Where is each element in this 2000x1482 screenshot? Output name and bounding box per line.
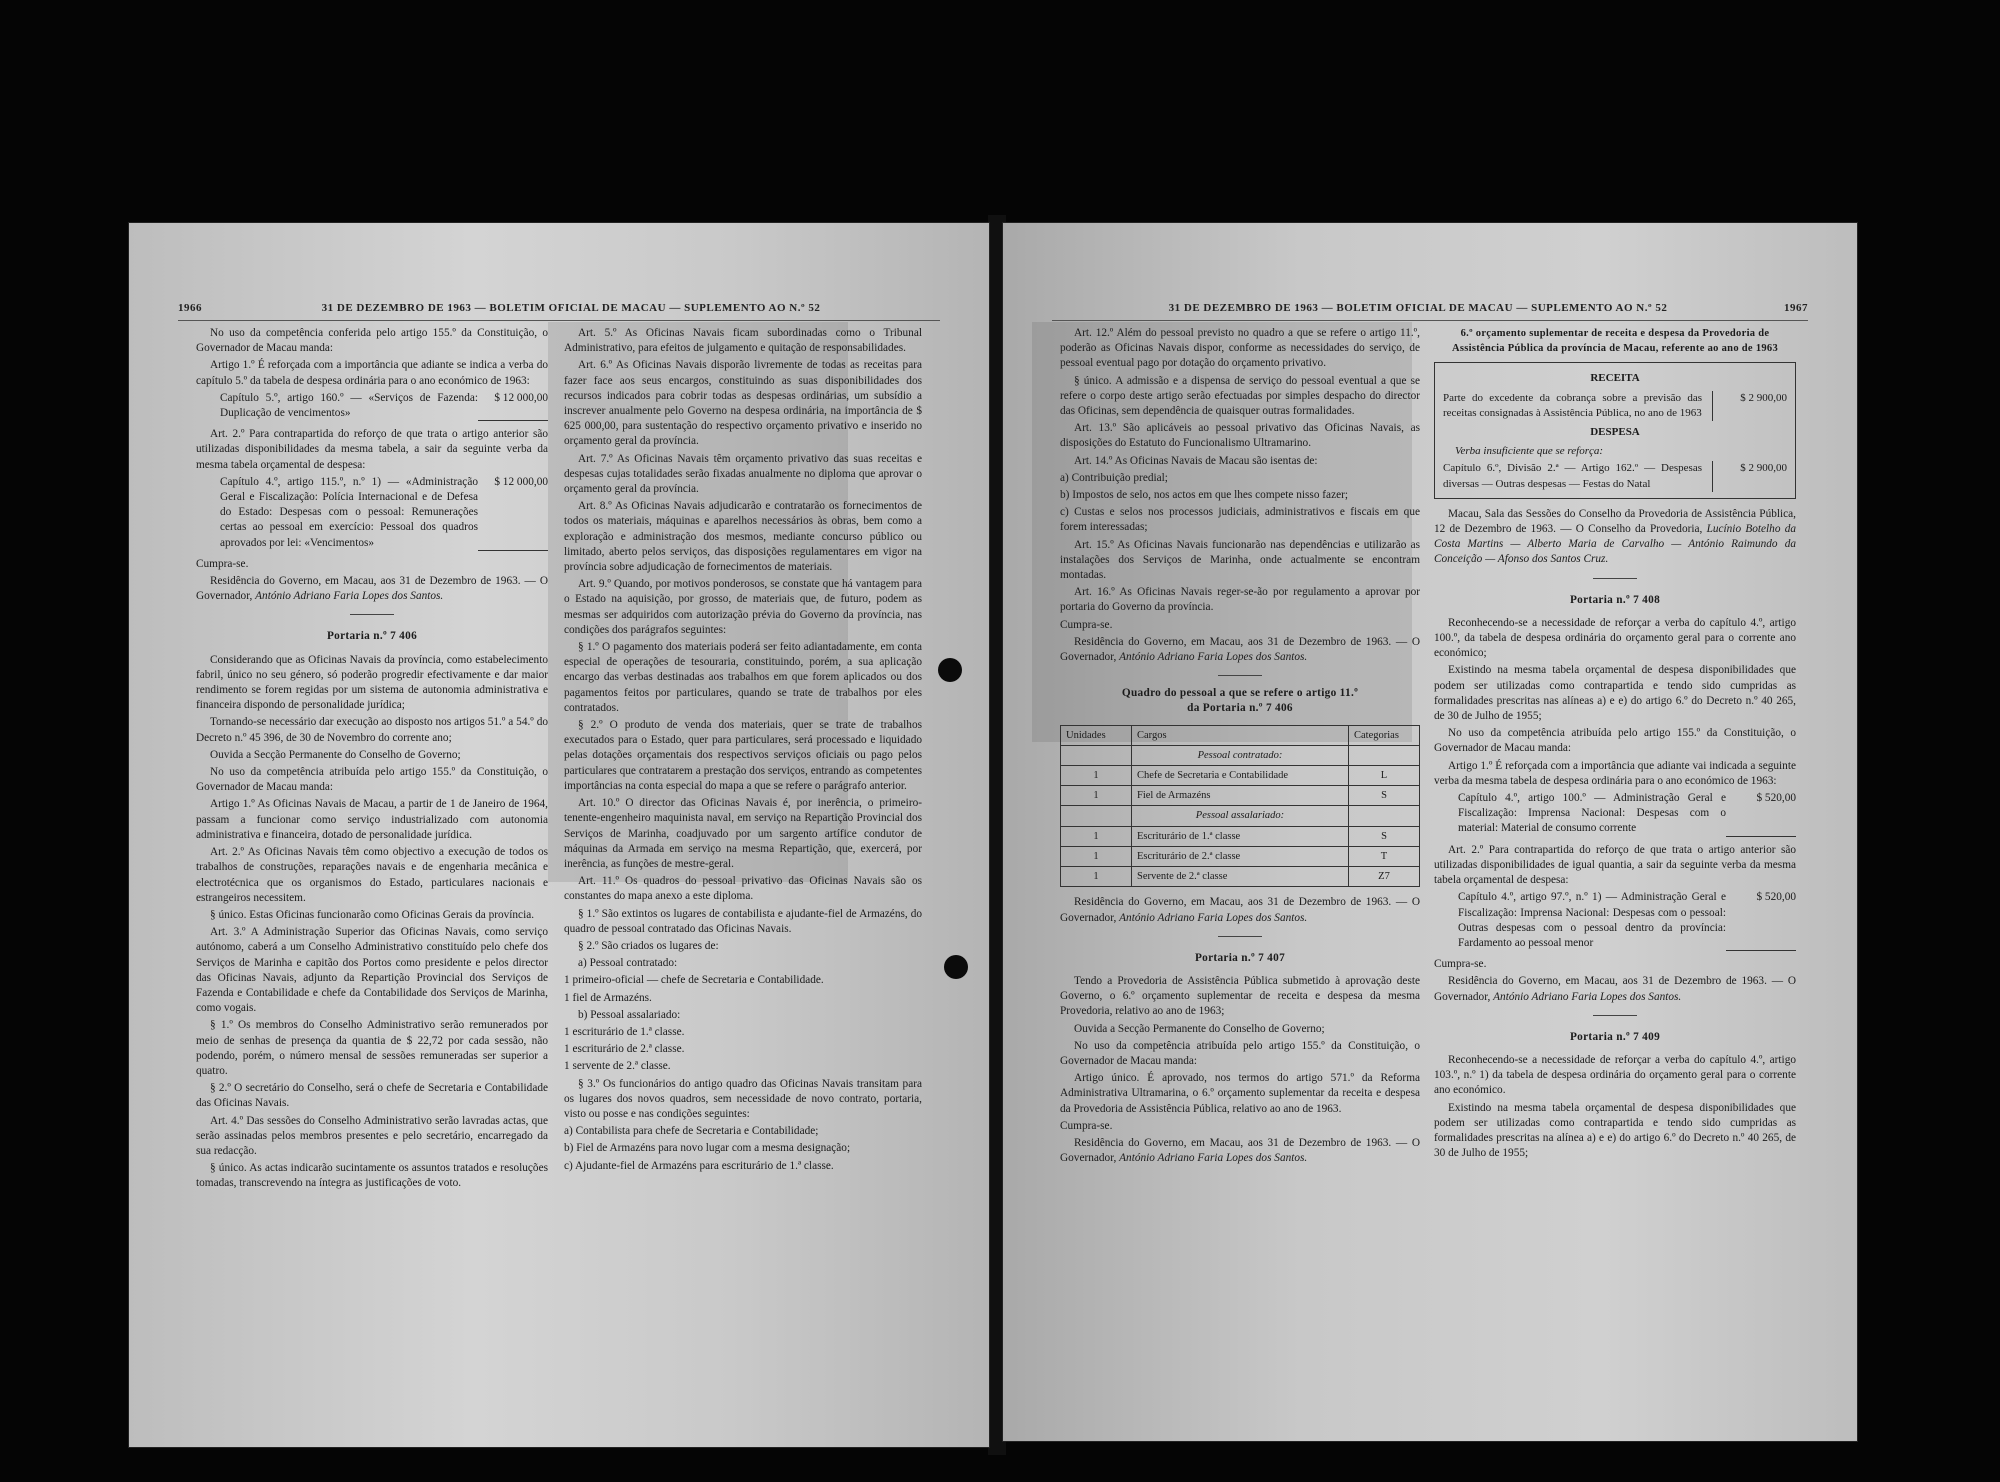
portaria-title: Portaria n.º 7 406 — [326, 630, 418, 643]
paragraph: No uso da competência atribuída pelo artigo 155.º da Constituição, o Governador de Macau manda: — [1434, 727, 1796, 755]
staff-table — [1060, 725, 1420, 888]
article: § 1.º São extintos os lugares de contabilista e ajudante-fiel de Armazéns, do quadro de pessoal contratado das Oficinas Navais. — [564, 907, 922, 935]
article: Art. 16.º As Oficinas Navais reger-se-ão por regulamento a aprovar por portaria do Governo da província. — [1060, 586, 1420, 614]
budget-line-label: Capítulo 4.º, artigo 115.º, n.º 1) — «Administração Geral e Fiscalização: Polícia Internacional e de Defesa do Estado: Despesas com o pessoal: Remunerações certas ao pessoal em exercício: Pessoal dos quadros aprovados por lei: «Vencimentos» — [220, 475, 478, 549]
paragraph: Art. 2.º Para contrapartida do reforço de que trata o artigo anterior são utilizadas disponibilidades da mesma tabela, a sair da seguinte verba da mesma tabela orçamental de despesa: — [196, 428, 548, 471]
signature-block: Residência do Governo, em Macau, aos 31 de Dezembro de 1963. — O Governador, António Adriano Faria Lopes dos Santos. — [1434, 975, 1796, 1003]
paragraph: Existindo na mesma tabela orçamental de despesa disponibilidades que podem ser utilizadas como contrapartida e tendo sido cumpridas as formalidades prescritas nas alíneas a) e e) do artigo 6.º do Decreto n.º 40 265, de 30 de Julho de 1955; — [1434, 664, 1796, 723]
signature: António Adriano Faria Lopes dos Santos. — [255, 590, 444, 603]
portaria-title: Portaria n.º 7 409 — [1569, 1030, 1661, 1043]
divider — [1218, 936, 1262, 937]
list-item: c) Custas e selos nos processos judiciais, administrativos e fiscais em que forem interessadas; — [1060, 506, 1420, 534]
paragraph: Existindo na mesma tabela orçamental de despesa disponibilidades que podem ser utilizadas como contrapartida e tendo sido cumpridas as formalidades prescritas na alínea a) e e) do artigo 6.º do Decreto n.º 40 265, de 30 de Julho de 1955; — [1434, 1101, 1796, 1160]
table-group-label: Pessoal assalariado: — [1132, 806, 1349, 826]
page-header — [1052, 302, 1808, 321]
list-item: 1 fiel de Armazéns. — [564, 991, 652, 1004]
list-heading: a) Pessoal contratado: — [578, 957, 678, 970]
article: Art. 12.º Além do pessoal previsto no quadro a que se refere o artigo 11.º, poderão as Oficinas Navais dispor, conforme as necessidades do serviço, de pessoal eventual pago por dotação do orçamento privativo. — [1060, 327, 1420, 370]
right-page — [1002, 222, 1858, 1442]
budget-row: Capítulo 6.º, Divisão 2.ª — Artigo 162.º — Despesas diversas — Outras despesas — Festas do Natal $ 2 900,00 — [1443, 461, 1787, 491]
article: § 2.º O secretário do Conselho, será o chefe de Secretaria e Contabilidade das Oficinas Navais. — [196, 1082, 548, 1110]
cumpra-se: Cumpra-se. — [1060, 618, 1113, 631]
paragraph: Reconhecendo-se a necessidade de reforçar a verba do capítulo 4.º, artigo 100.º, da tabela de despesa ordinária do orçamento geral para o corrente ano económico; — [1434, 616, 1796, 660]
table-header: Categorias — [1349, 725, 1420, 745]
article: Art. 15.º As Oficinas Navais funcionarão nas dependências e utilizarão as instalações dos Serviços de Marinha, onde actualmente se encontram montadas. — [1060, 538, 1420, 582]
table-header: Cargos — [1132, 725, 1349, 745]
list-item: 1 servente de 2.ª classe. — [564, 1060, 671, 1073]
article: § 2.º O produto de venda dos materiais, quer se trate de trabalhos executados para o Estado, quer para particulares, será processado e liquidado pelas dotações orçamentais dos respectivos serviços oficiais ou pago pelos particulares que contratarem a prestação dos serviços, entrando as competentes importâncias na conta especial do mapa a que se refere o parágrafo anterior. — [564, 719, 922, 792]
article: Art. 2.º As Oficinas Navais têm como objectivo a execução de todos os trabalhos de construções, reparações navais e de engenharia mecânica e electrotécnica que os organismos do Estado, particulares nacionais e estrangeiros necessitem. — [196, 846, 548, 904]
table-row: 1 Servente de 2.ª classe Z7 — [1061, 867, 1420, 887]
budget-box — [1434, 362, 1796, 498]
article: Art. 4.º Das sessões do Conselho Administrativo serão lavradas actas, que serão assinadas pelos membros presentes e pelo secretário, encarregado da sua redacção. — [196, 1114, 548, 1157]
signature-block: Macau, Sala das Sessões do Conselho da Provedoria de Assistência Pública, 12 de Dezembro de 1963. — O Conselho da Provedoria, Lucínio Botelho da Costa Martins — Alberto Maria de Carvalho — António Raimundo da Conceição — Afonso dos Santos Cruz. — [1434, 507, 1796, 566]
article: § único. A admissão e a dispensa de serviço do pessoal eventual a que se refere o corpo deste artigo serão efectuadas por simples despacho do director das Oficinas, sem dependência de quaisquer outras formalidades. — [1060, 374, 1420, 418]
article: § único. As actas indicarão sucintamente os assuntos tratados e resoluções tomadas, transcrevendo na íntegra as justificações de voto. — [196, 1162, 548, 1190]
list-item: a) Contabilista para chefe de Secretaria e Contabilidade; — [564, 1125, 819, 1138]
running-title: 31 DE DEZEMBRO DE 1963 — BOLETIM OFICIAL DE MACAU — SUPLEMENTO AO N.º 52 — [1168, 302, 1668, 314]
punch-hole — [938, 658, 962, 682]
receita-heading: RECEITA — [1590, 372, 1640, 385]
article: Art. 2.º Para contrapartida do reforço de que trata o artigo anterior são utilizadas disponibilidades de igual quantia, a sair da seguinte verba da mesma tabela orçamental de despesa: — [1434, 843, 1796, 887]
divider — [1593, 578, 1637, 579]
budget-line-amount: $ 12 000,00 — [478, 391, 548, 421]
paragraph: Considerando que as Oficinas Navais da província, como estabelecimento fabril, único no seu género, só poderão progredir efectivamente e dar maior rendimento se forem regidas por um sistema de autonomia administrativa e financeira dispondo de personalidade jurídica; — [196, 653, 548, 712]
budget-line-amount: $ 520,00 — [1726, 791, 1796, 837]
budget-row: Parte do excedente da cobrança sobre a previsão das receitas consignadas à Assistência Pública, no ano de 1963 $ 2 900,00 — [1443, 391, 1787, 421]
paragraph: Ouvida a Secção Permanente do Conselho de Governo; — [1074, 1022, 1325, 1035]
budget-line — [1458, 890, 1796, 951]
list-item: 1 escriturário de 1.ª classe. — [564, 1025, 685, 1038]
article: Art. 13.º São aplicáveis ao pessoal privativo das Oficinas Navais, as disposições do Estatuto do Funcionalismo Ultramarino. — [1060, 422, 1420, 450]
signature: Lucínio Botelho da Costa Martins — Alberto Maria de Carvalho — António Raimundo da Conceição — Afonso dos Santos Cruz. — [1434, 523, 1796, 566]
right-column-1 — [1060, 326, 1420, 1168]
article: § 2.º São criados os lugares de: — [578, 939, 719, 952]
article: Art. 14.º As Oficinas Navais de Macau são isentas de: — [1074, 454, 1318, 467]
left-column-2 — [564, 326, 922, 1176]
list-item: a) Contribuição predial; — [1060, 471, 1168, 484]
signature: António Adriano Faria Lopes dos Santos. — [1119, 1152, 1308, 1165]
list-item: 1 escriturário de 2.ª classe. — [564, 1043, 685, 1056]
article: Art. 7.º As Oficinas Navais têm orçamento privativo das suas receitas e despesas cujas totalidades serão fixadas anualmente no diploma que aprovar o orçamento geral da província. — [564, 452, 922, 496]
table-row: 1 Escriturário de 2.ª classe T — [1061, 846, 1420, 866]
article: Art. 5.º As Oficinas Navais ficam subordinadas como o Tribunal Administrativo, para efeitos de julgamento e quitação de responsabilidades. — [564, 327, 922, 355]
signature: António Adriano Faria Lopes dos Santos. — [1493, 990, 1682, 1003]
list-item: c) Ajudante-fiel de Armazéns para escriturário de 1.ª classe. — [564, 1159, 834, 1172]
paragraph: Tendo a Provedoria de Assistência Pública submetido à aprovação deste Governo, o 6.º orçamento suplementar de receita e despesa da mesma Provedoria, relativo ao ano de 1963; — [1060, 974, 1420, 1018]
despesa-subheading: Verba insuficiente que se reforça: — [1455, 445, 1604, 458]
signature-block: Residência do Governo, em Macau, aos 31 de Dezembro de 1963. — O Governador, António Adriano Faria Lopes dos Santos. — [1060, 635, 1420, 664]
right-column-2 — [1434, 326, 1796, 1163]
budget-amount: $ 2 900,00 — [1712, 461, 1787, 491]
left-column-1 — [196, 326, 548, 1194]
divider — [1593, 1015, 1637, 1016]
budget-title: 6.º orçamento suplementar de receita e despesa da Provedoria de Assistência Pública da província de Macau, referente ao ano de 1963 — [1451, 328, 1779, 355]
paragraph: Ouvida a Secção Permanente do Conselho de Governo; — [210, 748, 461, 761]
despesa-heading: DESPESA — [1590, 426, 1640, 439]
budget-line — [1458, 791, 1796, 837]
paragraph: Artigo 1.º É reforçada com a importância que adiante se indica a verba do capítulo 5.º da tabela de despesa ordinária para o ano económico de 1963: — [196, 359, 548, 387]
table-group-label: Pessoal contratado: — [1132, 745, 1349, 765]
budget-line — [220, 475, 548, 551]
cumpra-se: Cumpra-se. — [1434, 958, 1487, 971]
table-row: 1 Chefe de Secretaria e Contabilidade L — [1061, 766, 1420, 786]
article: Art. 8.º As Oficinas Navais adjudicarão e contratarão os fornecimentos de todos os materiais, máquinas e aparelhos necessários às obras, bem como a exploração e administração dos mesmos, mediante concurso público ou limitado, aberto pelos serviços, das disposições regulamentares em vigor na província sobre adjudicação de fornecimentos de materiais. — [564, 500, 922, 574]
article: Artigo 1.º As Oficinas Navais de Macau, a partir de 1 de Janeiro de 1964, passam a funcionar como serviço industrializado com autonomia administrativa e financeira, dotado de personalidade jurídica. — [196, 798, 548, 841]
table-subtitle: da Portaria n.º 7 406 — [1187, 702, 1293, 715]
budget-line-label: Capítulo 4.º, artigo 100.º — Administração Geral e Fiscalização: Imprensa Nacional: Despesas com o material: Material de consumo corrente — [1458, 792, 1726, 835]
article: Artigo 1.º É reforçada com a importância que adiante vai indicada a seguinte verba da mesma tabela de despesa ordinária para o ano económico de 1963: — [1434, 759, 1796, 787]
article: § 1.º Os membros do Conselho Administrativo serão remunerados por meio de senhas de presença da quantia de $ 22,72 por cada sessão, não podendo, porém, o número mensal de sessões remuneradas ser superior a quatro. — [196, 1019, 548, 1077]
budget-line-amount: $ 12 000,00 — [478, 475, 548, 551]
table-row: 1 Fiel de Armazéns S — [1061, 786, 1420, 806]
signature: António Adriano Faria Lopes dos Santos. — [1119, 651, 1308, 664]
page-number: 1967 — [1783, 302, 1808, 314]
list-item: 1 primeiro-oficial — chefe de Secretaria e Contabilidade. — [564, 974, 824, 987]
page-header — [178, 302, 940, 321]
budget-line-label: Capítulo 5.º, artigo 160.º — «Serviços de Fazenda: Duplicação de vencimentos» — [220, 391, 478, 420]
paragraph: Artigo único. É aprovado, nos termos do artigo 571.º da Reforma Administrativa Ultramarina, o 6.º orçamento suplementar da receita e despesa da Provedoria de Assistência Pública, relativo ao ano de 1963. — [1060, 1072, 1420, 1115]
left-page — [128, 222, 990, 1448]
paragraph: No uso da competência atribuída pelo artigo 155.º da Constituição, o Governador de Macau manda: — [196, 766, 548, 794]
article: § 1.º O pagamento dos materiais poderá ser feito adiantadamente, em conta especial de operações de tesouraria, constituindo, porém, a sua aplicação encargo das verbas destinadas aos trabalhos em que forem aplicados ou dos pagamentos feitos por particulares, quando se trate de trabalhos por eles contratados. — [564, 641, 922, 714]
signature-block: Residência do Governo, em Macau, aos 31 de Dezembro de 1963. — O Governador, António Adriano Faria Lopes dos Santos. — [1060, 1136, 1420, 1165]
article: Art. 10.º O director das Oficinas Navais é, por inerência, o primeiro-tenente-engenheiro maquinista naval, em serviço na Repartição Provincial dos Serviços de Marinha, coadjuvado por um sargento artífice condutor de máquinas da Armada em serviço na mesma Repartição, que, exercerá, por inerência, as funções de mestre-geral. — [564, 797, 922, 870]
table-row: 1 Escriturário de 1.ª classe S — [1061, 826, 1420, 846]
list-heading: b) Pessoal assalariado: — [578, 1008, 681, 1021]
cumpra-se: Cumpra-se. — [196, 557, 249, 570]
table-title: Quadro do pessoal a que se refere o artigo 11.º — [1121, 687, 1359, 700]
paragraph: Tornando-se necessário dar execução ao disposto nos artigos 51.º a 54.º do Decreto n.º 45 396, de 30 de Novembro do corrente ano; — [196, 716, 548, 744]
page-number: 1966 — [178, 302, 202, 314]
budget-line-amount: $ 520,00 — [1726, 890, 1796, 951]
list-item: b) Fiel de Armazéns para novo lugar com a mesma designação; — [564, 1142, 851, 1155]
article: Art. 3.º A Administração Superior das Oficinas Navais, como serviço autónomo, caberá a um Conselho Administrativo constituído pelo chefe dos Serviços de Marinha e capitão dos Portos como presidente e pelos director das Oficinas Navais, adjunto da Repartição Provincial dos Serviços de Fazenda e Contabilidade e chefe da Contabilidade dos Serviços de Marinha, como vogais. — [196, 926, 548, 1015]
paragraph: No uso da competência atribuída pelo artigo 155.º da Constituição, o Governador de Macau manda: — [1060, 1039, 1420, 1067]
article: § 3.º Os funcionários do antigo quadro das Oficinas Navais transitam para os lugares dos novos quadros, sem necessidade de novo contrato, portaria, visto ou posse e nas condições seguintes: — [564, 1077, 922, 1120]
article: Art. 6.º As Oficinas Navais disporão livremente de todas as receitas para fazer face aos seus encargos, constituindo as suas disponibilidades dos recursos indicados para cobrir todas as despesas ordinárias, um subsídio a inscrever anualmente pelo Governo na despesa ordinária, na importância de $ 625 000,00, para sustentação do respectivo orçamento privativo e inserido no orçamento geral da província. — [564, 359, 922, 448]
article: Art. 9.º Quando, por motivos ponderosos, se constate que há vantagem para o Estado na aquisição, por grosso, de materiais que, de futuro, podem as mesmas ser adquiridos com autorização prévia do Governo da província, nas condições dos parágrafos seguintes: — [564, 578, 922, 636]
article: Art. 11.º Os quadros do pessoal privativo das Oficinas Navais são os constantes do mapa anexo a este diploma. — [564, 875, 922, 903]
paragraph: No uso da competência conferida pelo artigo 155.º da Constituição, o Governador de Macau manda: — [196, 327, 548, 355]
budget-line — [220, 391, 548, 421]
punch-hole — [944, 955, 968, 979]
signature: António Adriano Faria Lopes dos Santos. — [1119, 911, 1308, 924]
paragraph: Reconhecendo-se a necessidade de reforçar a verba do capítulo 4.º, artigo 103.º, n.º 1) da tabela de despesa ordinária do orçamento geral para o corrente ano económico. — [1434, 1053, 1796, 1097]
divider — [1218, 675, 1262, 676]
article: § único. Estas Oficinas funcionarão como Oficinas Gerais da província. — [210, 908, 535, 921]
running-title: 31 DE DEZEMBRO DE 1963 — BOLETIM OFICIAL DE MACAU — SUPLEMENTO AO N.º 52 — [321, 302, 821, 314]
budget-line-label: Capítulo 4.º, artigo 97.º, n.º 1) — Administração Geral e Fiscalização: Imprensa Nacional: Despesas com o pessoal: Outras despesas com o pessoal dentro da província: Fardamento ao pessoal menor — [1458, 891, 1726, 949]
portaria-title: Portaria n.º 7 407 — [1194, 951, 1286, 964]
portaria-title: Portaria n.º 7 408 — [1569, 593, 1661, 606]
table-header: Unidades — [1061, 725, 1132, 745]
signature-block: Residência do Governo, em Macau, aos 31 de Dezembro de 1963. — O Governador, António Adriano Faria Lopes dos Santos. — [1060, 896, 1420, 924]
signature-block: Residência do Governo, em Macau, aos 31 de Dezembro de 1963. — O Governador, António Adriano Faria Lopes dos Santos. — [196, 575, 548, 603]
budget-amount: $ 2 900,00 — [1712, 391, 1787, 421]
list-item: b) Impostos de selo, nos actos em que lhes compete nisso fazer; — [1060, 489, 1348, 502]
divider — [350, 614, 394, 615]
cumpra-se: Cumpra-se. — [1060, 1119, 1113, 1132]
